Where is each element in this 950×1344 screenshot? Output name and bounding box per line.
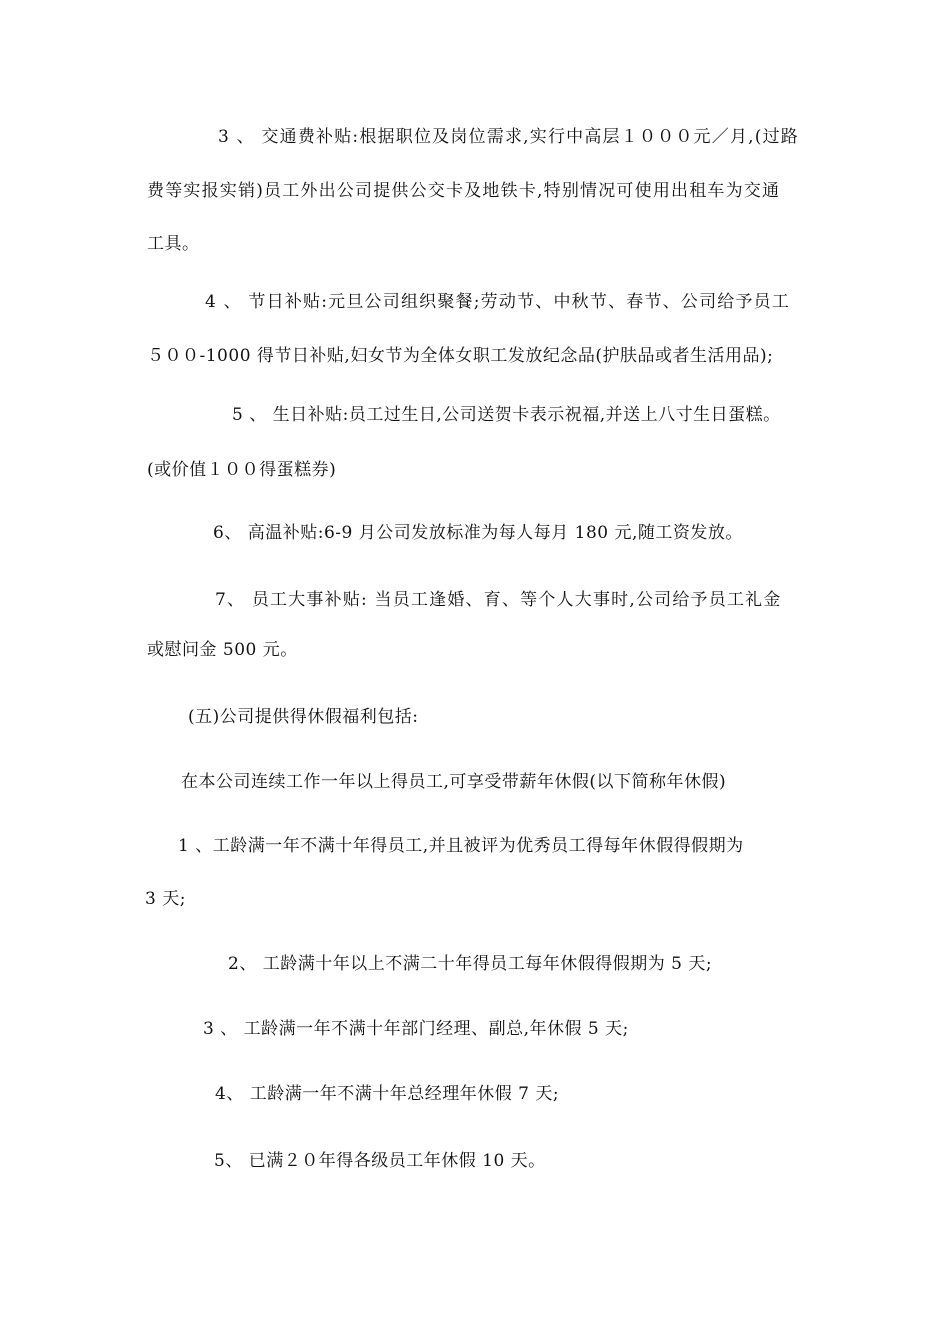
paragraph-line-5: ５００-1000 得节日补贴,妇女节为全体女职工发放纪念品(护肤品或者生活用品);	[147, 346, 774, 366]
paragraph-line-3: 工具。	[147, 234, 200, 254]
paragraph-line-12: 在本公司连续工作一年以上得员工,可享受带薪年休假(以下简称年休假)	[181, 772, 727, 792]
paragraph-line-16: 3 、 工龄满一年不满十年部门经理、副总,年休假 5 天;	[203, 1019, 629, 1039]
paragraph-line-18: 5、 已满２０年得各级员工年休假 10 天。	[214, 1151, 546, 1171]
paragraph-line-15: 2、 工龄满十年以上不满二十年得员工每年休假得假期为 5 天;	[228, 954, 713, 974]
section-heading: (五)公司提供得休假福利包括:	[188, 707, 419, 727]
paragraph-line-6: 5 、 生日补贴:员工过生日,公司送贺卡表示祝福,并送上八寸生日蛋糕。	[232, 405, 781, 425]
paragraph-line-17: 4、 工龄满一年不满十年总经理年休假 7 天;	[215, 1084, 560, 1104]
paragraph-line-8: 6、 高温补贴:6-9 月公司发放标准为每人每月 180 元,随工资发放。	[213, 523, 743, 543]
paragraph-line-10: 或慰问金 500 元。	[147, 640, 298, 660]
paragraph-line-13: 1 、工龄满一年不满十年得员工,并且被评为优秀员工得每年休假得假期为	[178, 836, 744, 856]
paragraph-line-7: (或价值１００得蛋糕券)	[147, 460, 337, 480]
paragraph-line-4: 4 、 节日补贴:元旦公司组织聚餐;劳动节、中秋节、春节、公司给予员工	[205, 292, 791, 312]
paragraph-line-9: 7、 员工大事补贴: 当员工逢婚、育、等个人大事时,公司给予员工礼金	[215, 590, 782, 610]
paragraph-line-14: 3 天;	[145, 889, 186, 909]
paragraph-line-2: 费等实报实销)员工外出公司提供公交卡及地铁卡,特别情况可使用出租车为交通	[147, 181, 781, 201]
paragraph-line-1: 3 、 交通费补贴:根据职位及岗位需求,实行中高层１０００元／月,(过路	[218, 127, 799, 147]
